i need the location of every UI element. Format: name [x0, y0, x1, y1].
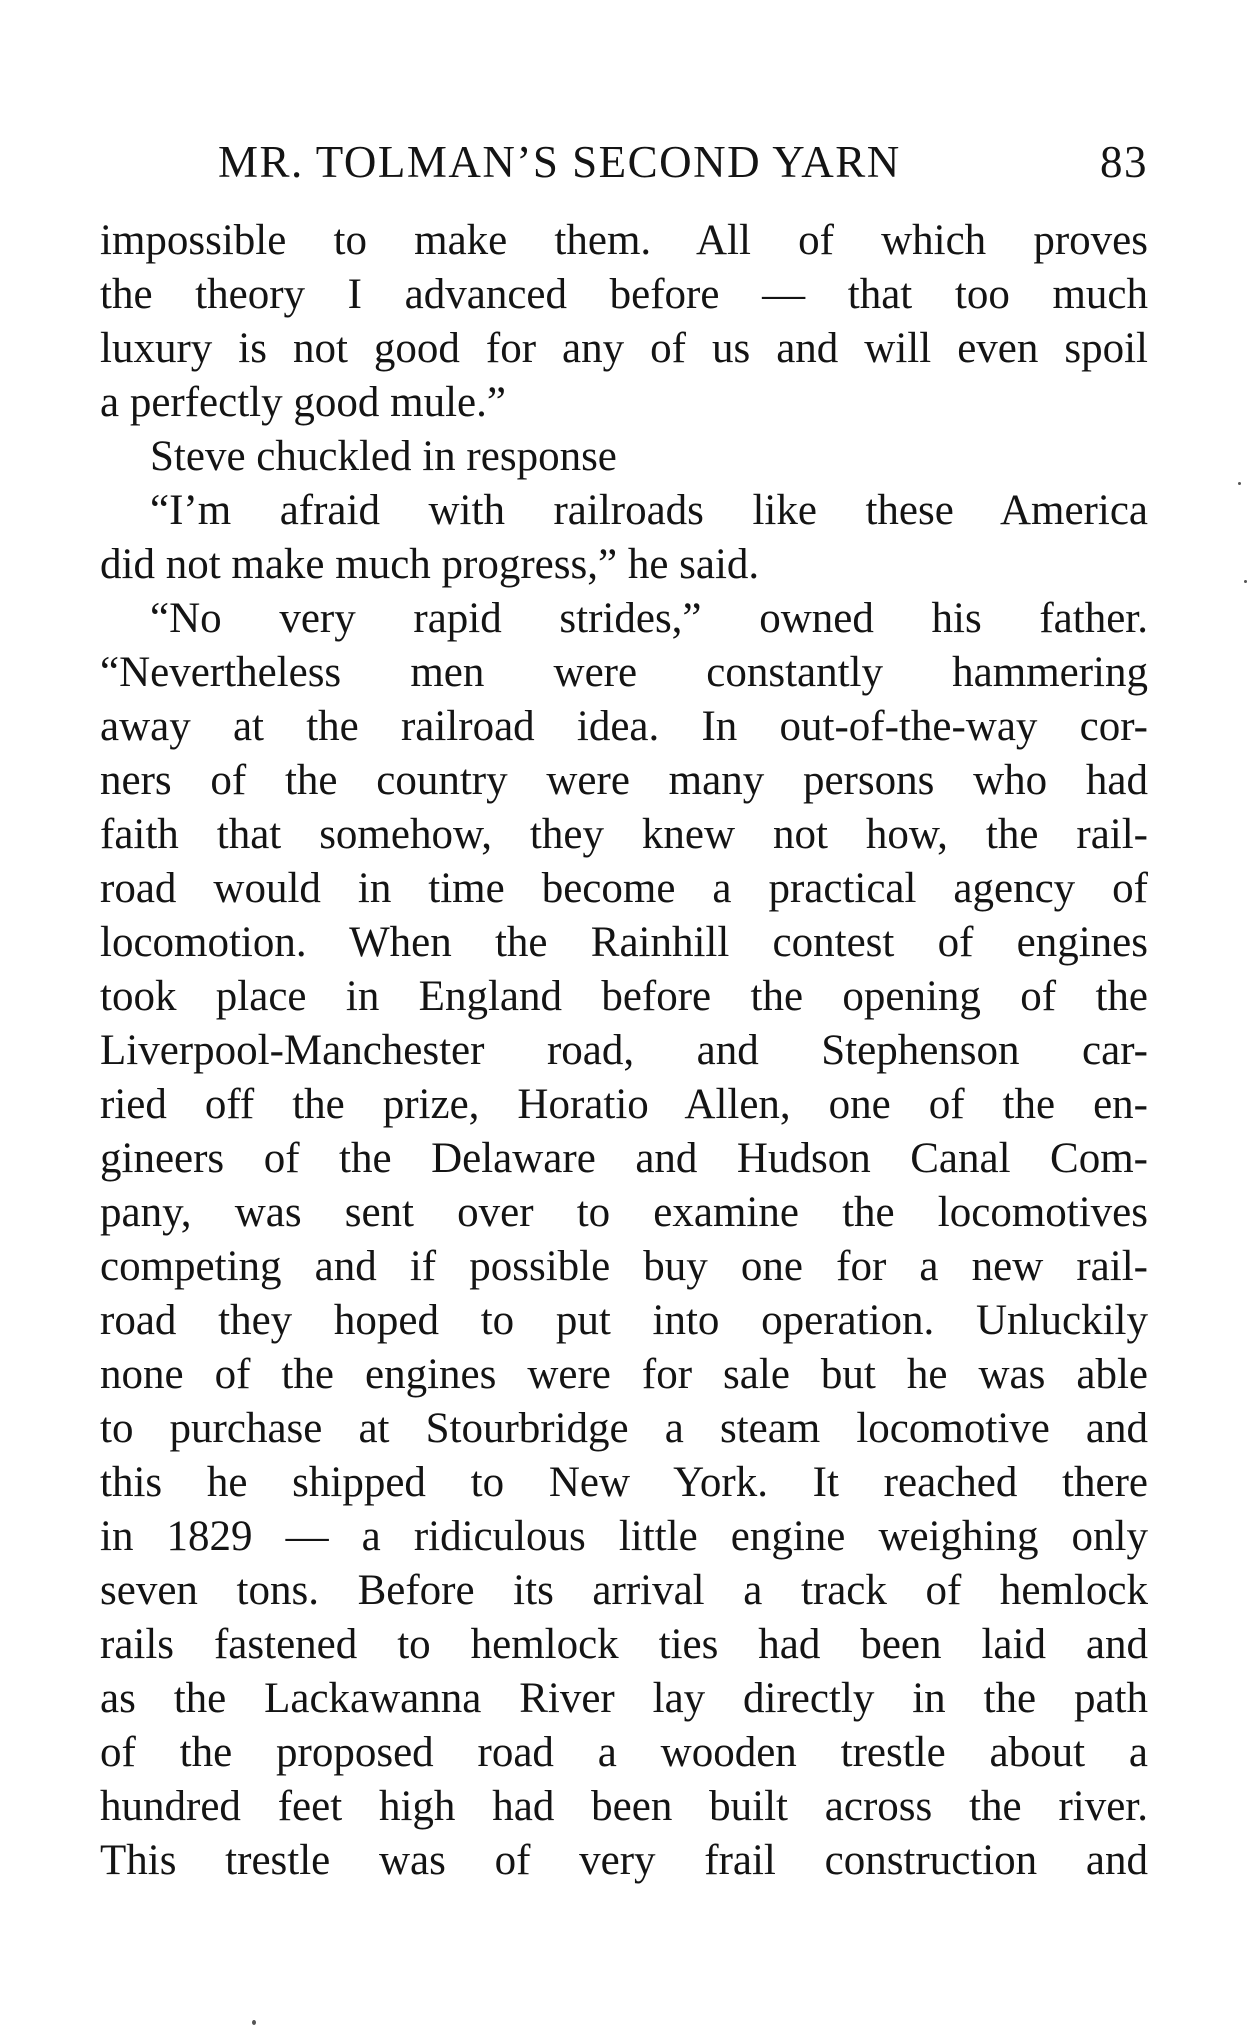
text-line: this he shipped to New York. It reached there: [100, 1459, 1148, 1506]
text-line: Steve chuckled in response: [150, 433, 617, 480]
text-line: rails fastened to hemlock ties had been laid and: [100, 1621, 1148, 1668]
text-line: This trestle was of very frail construction and: [100, 1837, 1148, 1884]
text-line: faith that somehow, they knew not how, the rail-: [100, 811, 1148, 858]
text-line: took place in England before the opening of the: [100, 973, 1148, 1020]
text-line: gineers of the Delaware and Hudson Canal Com-: [100, 1135, 1148, 1182]
text-line: ried off the prize, Horatio Allen, one of the en-: [100, 1081, 1148, 1128]
running-title: MR. TOLMAN’S SECOND YARN: [218, 137, 901, 187]
text-line: away at the railroad idea. In out-of-the-way cor-: [100, 703, 1148, 750]
text-line: hundred feet high had been built across the river.: [100, 1783, 1148, 1830]
page-header: [218, 132, 1148, 192]
text-line: Liverpool-Manchester road, and Stephenson car-: [100, 1027, 1148, 1074]
paper-speck: [1244, 580, 1247, 583]
text-line: of the proposed road a wooden trestle about a: [100, 1729, 1148, 1776]
text-line: competing and if possible buy one for a new rail-: [100, 1243, 1148, 1290]
text-line: ners of the country were many persons who had: [100, 757, 1148, 804]
text-line: seven tons. Before its arrival a track of hemlock: [100, 1567, 1148, 1614]
text-line: as the Lackawanna River lay directly in the path: [100, 1675, 1148, 1722]
text-line: did not make much progress,” he said.: [100, 541, 760, 588]
text-line: road would in time become a practical agency of: [100, 865, 1148, 912]
text-line: the theory I advanced before — that too much: [100, 271, 1148, 318]
text-line: to purchase at Stourbridge a steam locomotive and: [100, 1405, 1148, 1452]
text-line: “Nevertheless men were constantly hammering: [100, 649, 1148, 696]
text-line: a perfectly good mule.”: [100, 379, 506, 426]
text-line: locomotion. When the Rainhill contest of engines: [100, 919, 1148, 966]
body-text: [100, 214, 1148, 1888]
paper-speck: [1238, 482, 1241, 485]
text-line: in 1829 — a ridiculous little engine weighing only: [100, 1513, 1148, 1560]
text-line: “No very rapid strides,” owned his father.: [150, 595, 1148, 642]
text-line: luxury is not good for any of us and will even spoil: [100, 325, 1148, 372]
text-line: “I’m afraid with railroads like these America: [150, 487, 1148, 534]
page-number: 83: [1100, 137, 1148, 187]
text-line: impossible to make them. All of which proves: [100, 217, 1148, 264]
paper-speck: [252, 2020, 256, 2025]
text-line: pany, was sent over to examine the locomotives: [100, 1189, 1148, 1236]
text-line: none of the engines were for sale but he was able: [100, 1351, 1148, 1398]
text-line: road they hoped to put into operation. Unluckily: [100, 1297, 1148, 1344]
